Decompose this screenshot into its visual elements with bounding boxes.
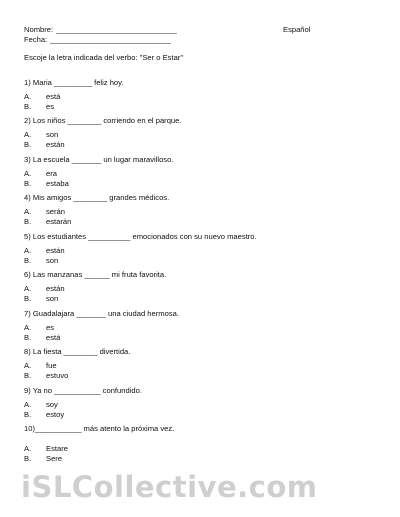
option-letter: A.: [24, 444, 32, 453]
option-b: [24, 371, 376, 381]
question-7: [24, 309, 376, 343]
question-text: 1) Maria _________ feliz hoy.: [24, 78, 124, 87]
question-text: 2) Los niños ________ corriendo en el parque.: [24, 116, 182, 125]
question-6: [24, 270, 376, 304]
option-text: están: [46, 246, 65, 255]
option-text: Sere: [46, 454, 63, 463]
question-2: [24, 116, 376, 150]
question-10: [24, 424, 376, 464]
option-a: [24, 284, 376, 294]
option-letter: B.: [24, 294, 32, 303]
option-text: son: [46, 256, 59, 265]
question-text: 4) Mis amigos ________ grandes médicos.: [24, 193, 170, 202]
nombre-blank: ______________________________: [56, 25, 177, 34]
question-9: [24, 386, 376, 420]
option-letter: A.: [24, 246, 32, 255]
question-5: [24, 232, 376, 266]
option-a: [24, 130, 376, 140]
option-b: [24, 410, 376, 420]
option-letter: A.: [24, 400, 32, 409]
option-letter: B.: [24, 140, 32, 149]
option-a: [24, 207, 376, 217]
option-letter: A.: [24, 207, 32, 216]
option-letter: B.: [24, 179, 32, 188]
option-text: estoy: [46, 410, 65, 419]
option-text: son: [46, 294, 59, 303]
option-b: [24, 140, 376, 150]
option-text: fue: [46, 361, 57, 370]
option-text: es: [46, 102, 55, 111]
question-3: [24, 155, 376, 189]
question-text: 6) Las manzanas ______ mi fruta favorita.: [24, 270, 167, 279]
option-b: [24, 454, 376, 464]
question-text: 7) Guadalajara _______ una ciudad hermosa.: [24, 309, 179, 318]
option-b: [24, 294, 376, 304]
option-text: están: [46, 284, 65, 293]
option-a: [24, 400, 376, 410]
option-b: [24, 102, 376, 112]
option-letter: A.: [24, 284, 32, 293]
question-1: [24, 78, 376, 112]
option-a: [24, 361, 376, 371]
option-b: [24, 333, 376, 343]
option-text: están: [46, 140, 65, 149]
option-text: son: [46, 130, 59, 139]
option-letter: B.: [24, 102, 32, 111]
option-letter: A.: [24, 323, 32, 332]
nombre-row: [24, 25, 376, 35]
question-text: 5) Los estudiantes __________ emocionados con su nuevo maestro.: [24, 232, 257, 241]
question-text: 10)___________ más atento la próxima vez.: [24, 424, 175, 433]
option-text: serán: [46, 207, 65, 216]
option-letter: B.: [24, 454, 32, 463]
question-text: 9) Ya no ___________ confundido.: [24, 386, 142, 395]
option-a: [24, 246, 376, 256]
option-text: está: [46, 92, 61, 101]
option-letter: B.: [24, 410, 32, 419]
option-text: está: [46, 333, 61, 342]
option-text: estaba: [46, 179, 69, 188]
question-8: [24, 347, 376, 381]
option-text: soy: [46, 400, 58, 409]
option-a: [24, 444, 376, 454]
option-b: [24, 256, 376, 266]
watermark: iSLCollective.com: [21, 470, 318, 504]
option-letter: B.: [24, 371, 32, 380]
instructions: Escoje la letra indicada del verbo: "Ser o Estar": [24, 53, 184, 62]
option-b: [24, 217, 376, 227]
option-a: [24, 92, 376, 102]
option-letter: A.: [24, 169, 32, 178]
nombre-label: Nombre:: [24, 25, 54, 34]
option-text: era: [46, 169, 57, 178]
option-a: [24, 323, 376, 333]
option-letter: B.: [24, 256, 32, 265]
option-letter: B.: [24, 217, 32, 226]
option-letter: A.: [24, 361, 32, 370]
option-text: estarán: [46, 217, 72, 226]
option-text: Estare: [46, 444, 68, 453]
subject-label: Español: [283, 25, 311, 34]
fecha-label: Fecha:: [24, 35, 48, 44]
option-letter: A.: [24, 92, 32, 101]
fecha-blank: ______________________________: [50, 35, 171, 44]
option-text: es: [46, 323, 55, 332]
option-letter: A.: [24, 130, 32, 139]
question-4: [24, 193, 376, 227]
option-a: [24, 169, 376, 179]
option-letter: B.: [24, 333, 32, 342]
option-text: estuvo: [46, 371, 69, 380]
option-b: [24, 179, 376, 189]
fecha-row: [24, 35, 376, 45]
question-text: 8) La fiesta ________ divertida.: [24, 347, 131, 356]
question-text: 3) La escuela _______ un lugar maravilloso.: [24, 155, 174, 164]
